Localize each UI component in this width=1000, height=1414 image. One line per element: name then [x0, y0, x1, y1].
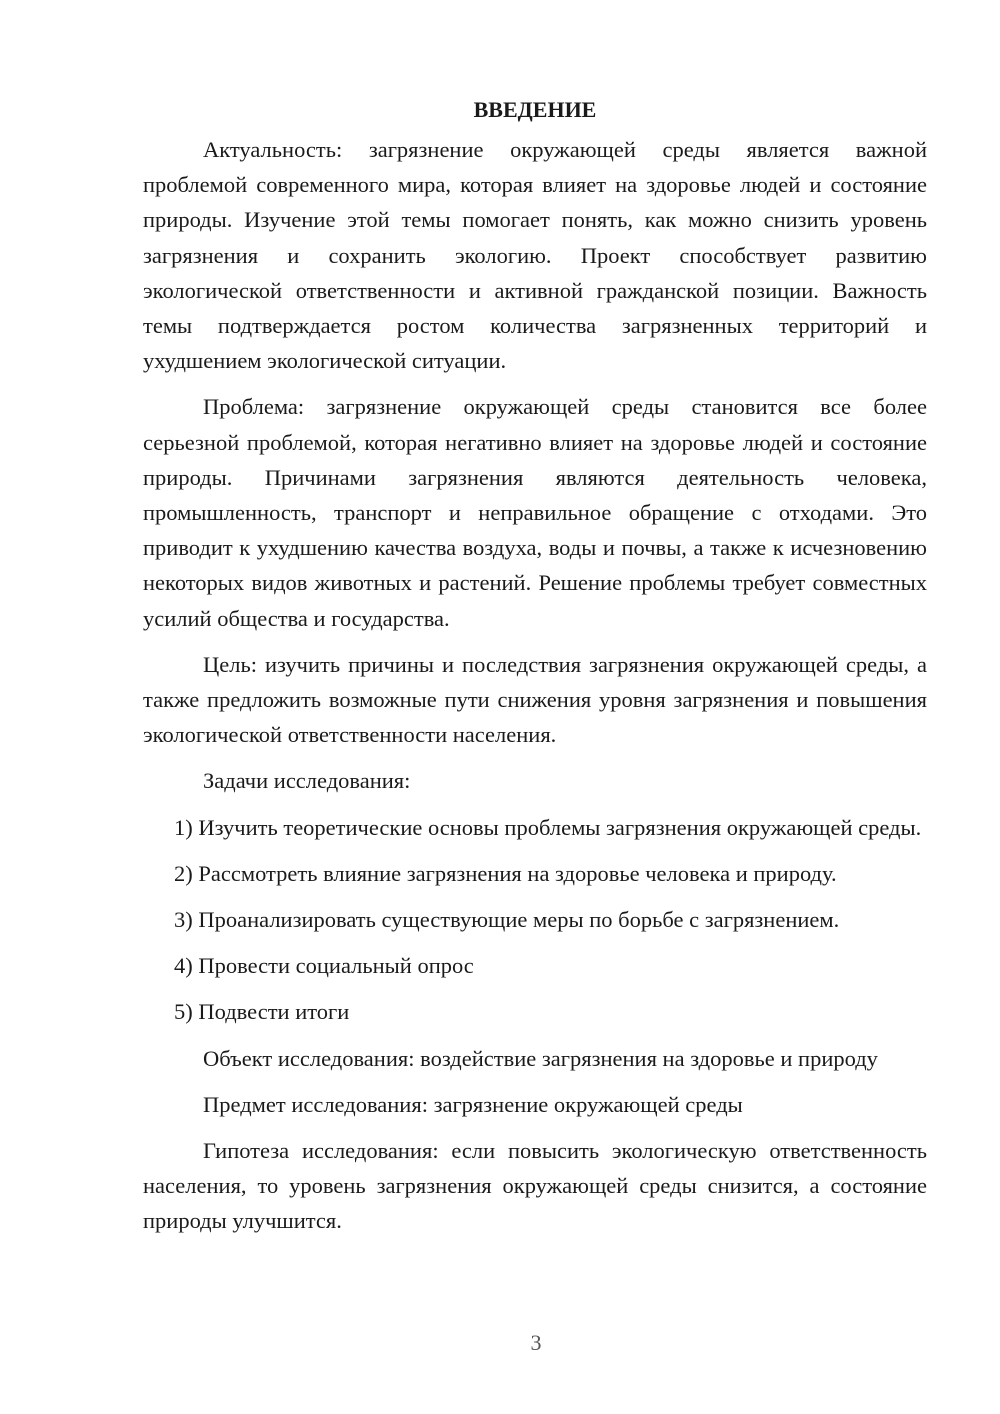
document-page [143, 88, 927, 1250]
document-title: ВВЕДЕНИЕ [473, 97, 597, 122]
task-item-1: 1) Изучить теоретические основы проблемы загрязнения окружающей среды. [174, 814, 922, 840]
page-number: 3 [530, 1330, 542, 1355]
paragraph-subject: Предмет исследования: загрязнение окружающей среды [203, 1091, 743, 1117]
paragraph-object: Объект исследования: воздействие загрязнения на здоровье и природу [203, 1045, 878, 1071]
task-item-3: 3) Проанализировать существующие меры по борьбе с загрязнением. [174, 907, 840, 933]
paragraph-hypothesis: Гипотеза исследования: если повысить экологическую ответственность населения, то уровень загрязнения окружающей среды снизится, а состояние природы улучшится. [143, 1138, 927, 1234]
paragraph-relevance: Актуальность: загрязнение окружающей среды является важной проблемой современного мира, которая влияет на здоровье людей и состояние природы. Изучение этой темы помогает понять, как можно снизить уровень загрязнения и сохранить экологию. Проект способствует развитию экологической ответственности и активной гражданской позиции. Важность темы подтверждается ростом количества загрязненных территорий и ухудшением экологической ситуации. [143, 137, 927, 374]
paragraph-goal: Цель: изучить причины и последствия загрязнения окружающей среды, а также предложить возможные пути снижения уровня загрязнения и повышения экологической ответственности населения. [143, 651, 927, 748]
task-item-2: 2) Рассмотреть влияние загрязнения на здоровье человека и природу. [174, 860, 837, 886]
task-item-4: 4) Провести социальный опрос [174, 953, 474, 979]
paragraph-tasks-heading: Задачи исследования: [203, 768, 411, 794]
task-item-5: 5) Подвести итоги [174, 999, 350, 1025]
paragraph-problem: Проблема: загрязнение окружающей среды становится все более серьезной проблемой, которая негативно влияет на здоровье людей и состояние природы. Причинами загрязнения являются деятельность человека, промышленность, транспорт и неправильное обращение с отходами. Это приводит к ухудшению качества воздуха, воды и почвы, а также к исчезновению некоторых видов животных и растений. Решение проблемы требует совместных усилий общества и государства. [143, 394, 927, 631]
